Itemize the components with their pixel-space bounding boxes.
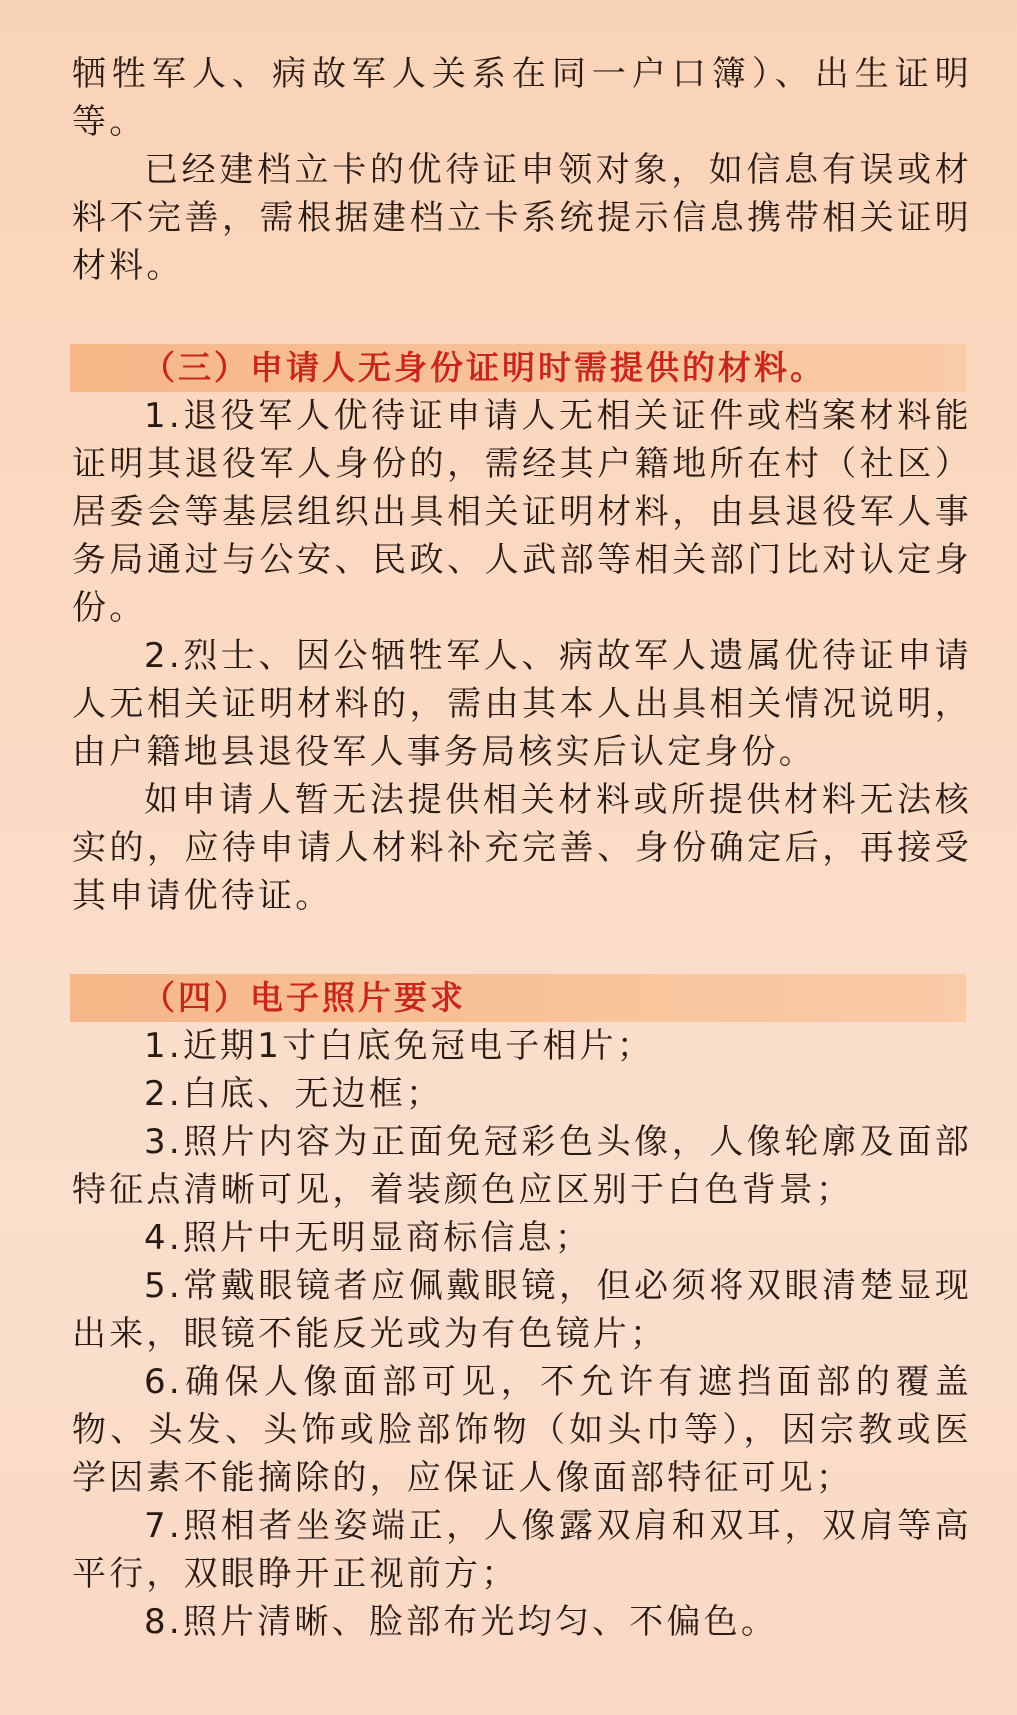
paragraph-continuation: 牺牲军人、病故军人关系在同一户口簿）、出生证明等。	[72, 54, 972, 142]
section-3-item-2: 2.烈士、因公牺牲军人、病故军人遗属优待证申请人无相关证明材料的，需由其本人出具相关情况说明，由户籍地县退役军人事务局核实后认定身份。	[72, 636, 972, 772]
photo-requirement-item: 7.照相者坐姿端正，人像露双肩和双耳，双肩等高平行，双眼睁开正视前方；	[72, 1506, 972, 1594]
photo-requirement-item: 2.白底、无边框；	[144, 1074, 444, 1114]
photo-requirement-item: 8.照片清晰、脸部布光均匀、不偏色。	[144, 1602, 779, 1642]
section-heading-bar-4	[70, 974, 966, 1022]
section-3-item-1: 1.退役军人优待证申请人无相关证件或档案材料能证明其退役军人身份的，需经其户籍地所在村（社区）居委会等基层组织出具相关证明材料，由县退役军人事务局通过与公安、民政、人武部等相关部门比对认定身份。	[72, 396, 972, 628]
photo-requirement-item: 4.照片中无明显商标信息；	[144, 1218, 593, 1258]
photo-requirement-item: 1.近期1寸白底免冠电子相片；	[144, 1026, 655, 1066]
section-3-note: 如申请人暂无法提供相关材料或所提供材料无法核实的，应待申请人材料补充完善、身份确定后，再接受其申请优待证。	[72, 780, 972, 916]
photo-requirement-item: 3.照片内容为正面免冠彩色头像，人像轮廓及面部特征点清晰可见，着装颜色应区别于白色背景；	[72, 1122, 972, 1210]
section-heading-bar-3	[70, 344, 966, 392]
photo-requirement-item: 5.常戴眼镜者应佩戴眼镜，但必须将双眼清楚显现出来，眼镜不能反光或为有色镜片；	[72, 1266, 972, 1354]
document-content	[72, 50, 972, 1646]
photo-requirement-item: 6.确保人像面部可见，不允许有遮挡面部的覆盖物、头发、头饰或脸部饰物（如头巾等），因宗教或医学因素不能摘除的，应保证人像面部特征可见；	[72, 1362, 972, 1498]
paragraph-archive-note: 已经建档立卡的优待证申领对象，如信息有误或材料不完善，需根据建档立卡系统提示信息携带相关证明材料。	[72, 150, 972, 286]
section-title-3: （三）申请人无身份证明时需提供的材料。	[142, 348, 826, 387]
section-title-4: （四）电子照片要求	[142, 978, 466, 1017]
